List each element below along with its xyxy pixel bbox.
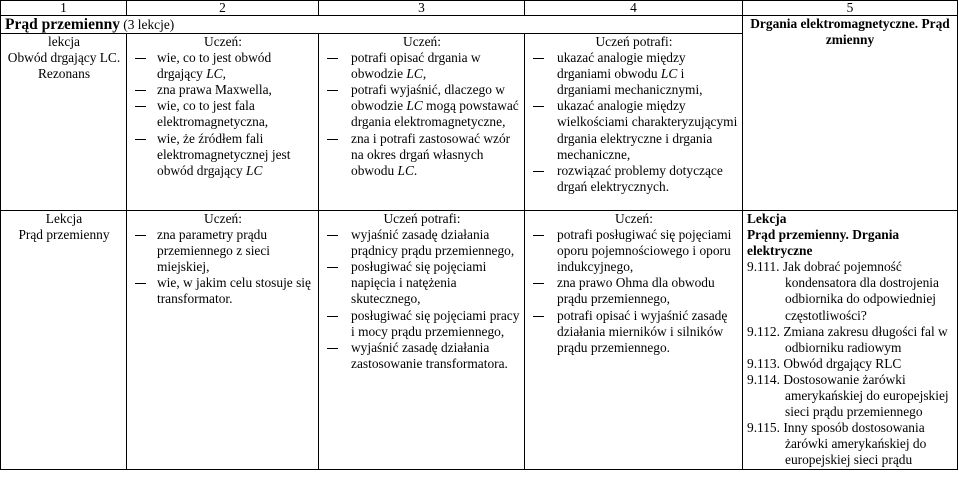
list-item: wyjaśnić zasadę działania zastosowanie transformatora. xyxy=(323,340,521,372)
section-title-sub: (3 lekcje) xyxy=(119,17,175,32)
list-item: rozwiązać problemy dotyczące drgań elektrycznych. xyxy=(529,163,739,195)
list-item: wie, w jakim celu stosuje się transformator. xyxy=(131,275,315,307)
requirements-advanced-cell xyxy=(525,211,743,470)
list-item: zna parametry prądu przemiennego z sieci miejskiej, xyxy=(131,227,315,275)
list-item: potrafi posługiwać się pojęciami oporu pojemnościowego i oporu indukcyjnego, xyxy=(529,227,739,275)
requirements-extended-cell xyxy=(319,34,525,211)
lesson-cell xyxy=(1,34,127,211)
requirements-lead: Uczeń: xyxy=(615,211,653,226)
requirements-list xyxy=(323,227,521,372)
requirements-lead: Uczeń: xyxy=(403,34,441,49)
lesson-topic: Prąd przemienny xyxy=(18,227,110,243)
lesson-cell xyxy=(1,211,127,470)
list-item: posługiwać się pojęciami napięcia i natężenia skutecznego, xyxy=(323,259,521,307)
section-title xyxy=(1,16,743,34)
task-item: 9.111. Jak dobrać pojemność kondensatora dla dostrojenia odbiornika do odpowiedniej częstotliwości? xyxy=(747,259,939,323)
lesson-label: lekcja xyxy=(48,34,80,49)
list-item: wyjaśnić zasadę działania prądnicy prądu przemiennego, xyxy=(323,227,521,259)
requirements-lead: Uczeń potrafi: xyxy=(383,211,461,226)
list-item: wie, że źródłem fali elektromagnetycznej jest obwód drgający LC xyxy=(131,131,315,179)
requirements-advanced-cell xyxy=(525,34,743,211)
requirements-lead: Uczeń potrafi: xyxy=(595,34,673,49)
column-number: 1 xyxy=(1,1,127,16)
lesson-row xyxy=(1,211,958,470)
task-item: 9.115. Inny sposób dostosowania żarówki amerykańskiej do europejskiej sieci prądu xyxy=(747,420,927,468)
tasks-list xyxy=(747,259,954,468)
tasks-label: Lekcja xyxy=(747,211,787,226)
list-item: zna i potrafi zastosować wzór na okres drgań własnych obwodu LC. xyxy=(323,131,521,179)
col5-header: Drgania elektromagnetyczne. Prąd zmienny xyxy=(750,16,950,47)
list-item: ukazać analogie między wielkościami charakteryzującymi drgania elektryczne i drgania mechaniczne, xyxy=(529,98,739,162)
requirements-list xyxy=(131,50,315,179)
list-item: ukazać analogie między drganiami obwodu LC i drganiami mechanicznymi, xyxy=(529,50,739,98)
section-title-main: Prąd przemienny xyxy=(5,16,120,33)
list-item: zna prawo Ohma dla obwodu prądu przemiennego, xyxy=(529,275,739,307)
list-item: wie, co to jest fala elektromagnetyczna, xyxy=(131,98,315,130)
requirements-lead: Uczeń: xyxy=(204,211,242,226)
list-item: posługiwać się pojęciami pracy i mocy prądu przemiennego, xyxy=(323,308,521,340)
column-number: 2 xyxy=(127,1,319,16)
list-item: zna prawa Maxwella, xyxy=(131,82,315,98)
requirements-list xyxy=(529,50,739,195)
requirements-lead: Uczeń: xyxy=(204,34,242,49)
tasks-heading: Prąd przemienny. Drgania elektryczne xyxy=(747,227,900,259)
column-number: 3 xyxy=(319,1,525,16)
requirements-basic-cell xyxy=(127,34,319,211)
task-item: 9.114. Dostosowanie żarówki amerykańskiej do europejskiej sieci prądu przemiennego xyxy=(747,371,949,420)
list-item: potrafi wyjaśnić, dlaczego w obwodzie LC mogą powstawać drgania elektromagnetyczne, xyxy=(323,82,521,130)
title-row xyxy=(1,16,958,34)
tasks-cell xyxy=(743,211,958,470)
column-number: 5 xyxy=(743,1,958,16)
requirements-list xyxy=(529,227,739,356)
task-item: 9.113. Obwód drgający RLC xyxy=(747,355,902,371)
list-item: potrafi opisać i wyjaśnić zasadę działania mierników i silników prądu przemiennego. xyxy=(529,308,739,356)
column-number: 4 xyxy=(525,1,743,16)
list-item: potrafi opisać drgania w obwodzie LC, xyxy=(323,50,521,82)
list-item: wie, co to jest obwód drgający LC, xyxy=(131,50,315,82)
requirements-basic-cell xyxy=(127,211,319,470)
lesson-label: Lekcja xyxy=(45,211,83,226)
task-item: 9.112. Zmiana zakresu długości fal w odbiorniku radiowym xyxy=(747,323,948,355)
requirements-extended-cell xyxy=(319,211,525,470)
col5-top-cell xyxy=(743,16,958,211)
column-number-row xyxy=(1,1,958,16)
lesson-topic: Obwód drgający LC. Rezonans xyxy=(7,50,121,82)
requirements-list xyxy=(323,50,521,179)
requirements-list xyxy=(131,227,315,307)
